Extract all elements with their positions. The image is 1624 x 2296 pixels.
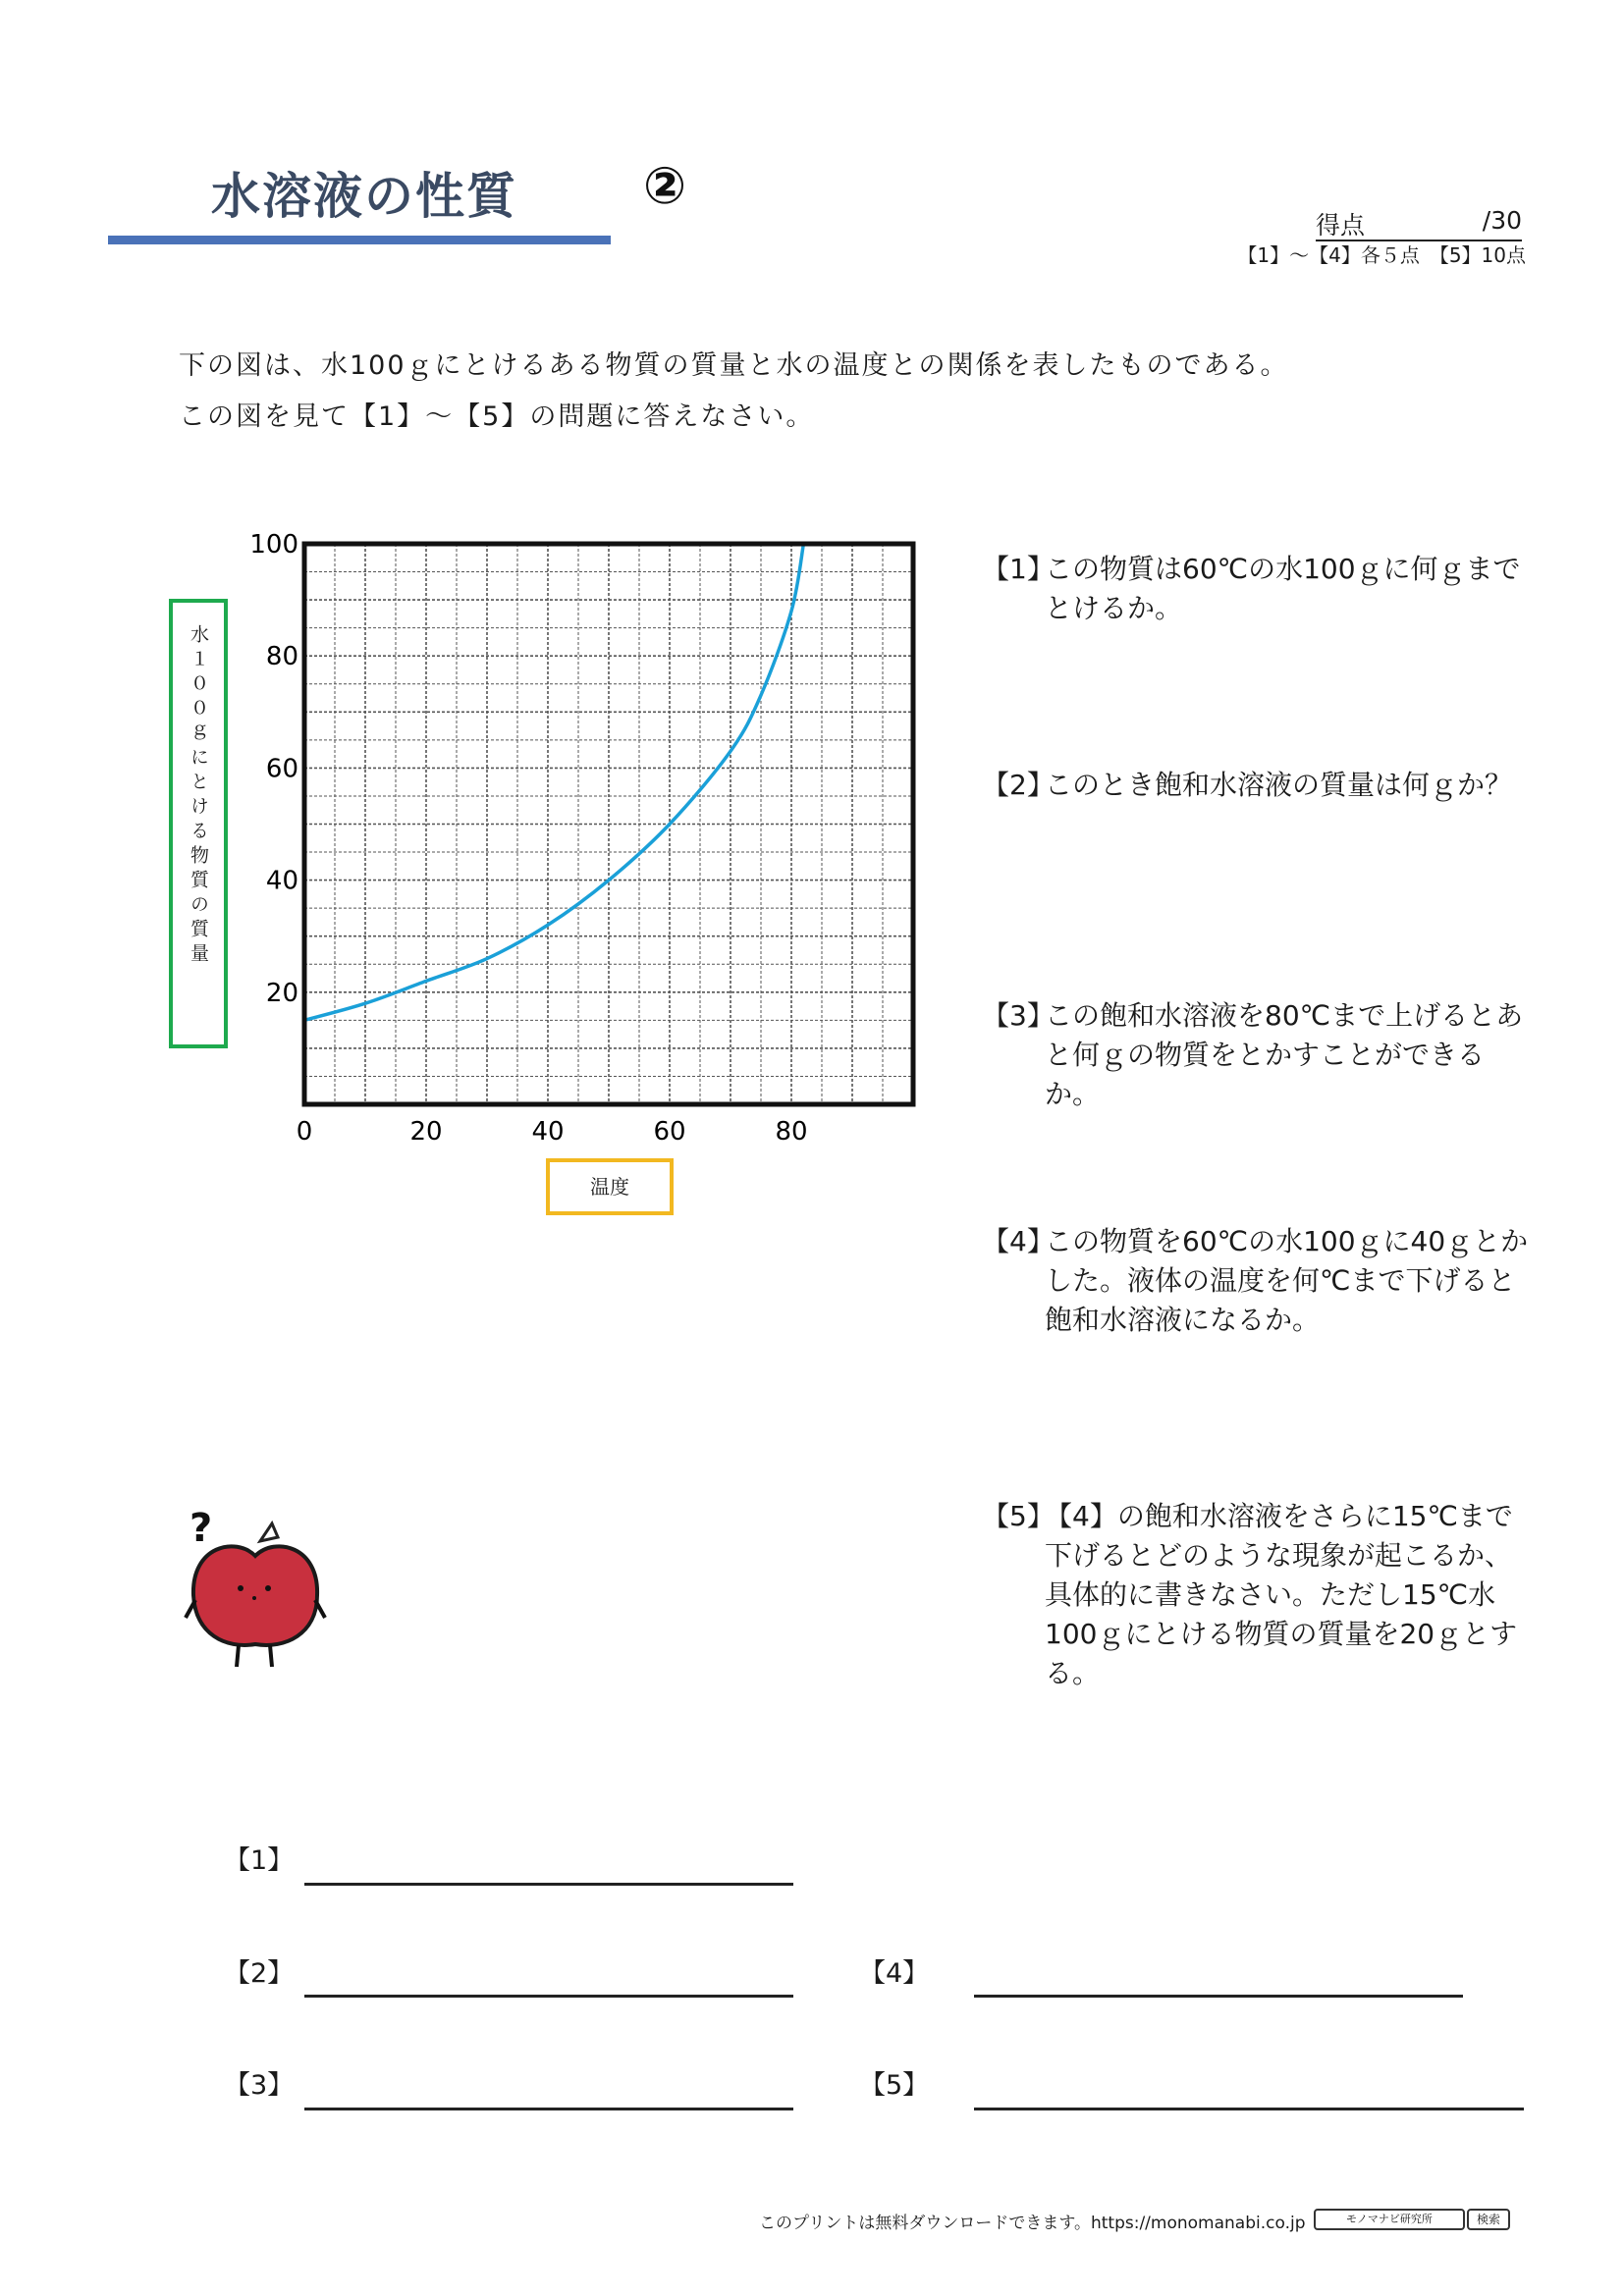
question-3-num: 【3】 — [982, 999, 1055, 1032]
y-tick-label: 80 — [265, 642, 298, 672]
y-tick-label: 60 — [265, 754, 298, 784]
answer-label-2: 【2】 — [224, 1958, 295, 1989]
answer-label-1: 【1】 — [224, 1845, 295, 1876]
x-tick-label: 60 — [653, 1117, 686, 1147]
page-title: 水溶液の性質 — [211, 168, 517, 225]
answer-line-1[interactable] — [304, 1883, 793, 1886]
question-5 — [982, 1497, 1532, 1693]
solubility-chart — [157, 520, 943, 1148]
y-axis-label: 水１００ｇにとける物質の質量 — [188, 624, 209, 968]
question-1 — [982, 550, 1532, 628]
score-box — [1316, 206, 1522, 241]
footer-text: このプリントは無料ダウンロードできます。https://monomanabi.co.jp — [759, 2214, 1306, 2233]
question-1-text: この物質は60℃の水100ｇに何ｇまでとけるか。 — [1045, 553, 1521, 624]
answer-label-3: 【3】 — [224, 2070, 295, 2101]
answer-label-4: 【4】 — [859, 1958, 930, 1989]
worksheet-number: ② — [643, 157, 687, 216]
score-max: /30 — [1482, 206, 1522, 235]
x-tick-label: 40 — [531, 1117, 565, 1147]
y-tick-label: 100 — [249, 530, 298, 560]
solubility-curve-path — [304, 544, 803, 1020]
question-3 — [982, 996, 1532, 1114]
question-2 — [982, 766, 1532, 805]
footer-badge-brand: モノマナビ研究所 — [1314, 2209, 1465, 2230]
intro-line-2: この図を見て【1】～【5】の問題に答えなさい。 — [179, 401, 815, 432]
answer-line-3[interactable] — [304, 2108, 793, 2110]
points-note: 【1】～【4】各５点 【5】10点 — [1237, 243, 1526, 267]
question-4-num: 【4】 — [982, 1225, 1055, 1257]
score-label: 得点 — [1316, 211, 1366, 240]
y-tick-label: 40 — [265, 866, 298, 896]
question-5-num: 【5】 — [982, 1500, 1055, 1532]
answer-line-4[interactable] — [974, 1995, 1463, 1998]
chart-ticks — [249, 530, 807, 1147]
footer-search-button[interactable]: 検索 — [1467, 2209, 1510, 2230]
answer-line-2[interactable] — [304, 1995, 793, 1998]
x-tick-label: 0 — [296, 1117, 313, 1147]
x-axis-label: 温度 — [590, 1175, 629, 1199]
answer-label-5: 【5】 — [859, 2070, 930, 2101]
answer-line-5[interactable] — [974, 2108, 1524, 2110]
y-tick-label: 20 — [265, 978, 298, 1008]
intro-line-1: 下の図は、水100ｇにとけるある物質の質量と水の温度との関係を表したものである。 — [179, 350, 1289, 381]
y-axis-label-box — [169, 599, 228, 1048]
question-1-num: 【1】 — [982, 553, 1055, 585]
question-4 — [982, 1222, 1532, 1340]
question-3-text: この飽和水溶液を80℃まで上げるとあと何ｇの物質をとかすことができるか。 — [1045, 999, 1524, 1110]
title-underline — [108, 236, 611, 244]
chart-grid — [304, 544, 913, 1104]
question-2-num: 【2】 — [982, 769, 1055, 801]
question-5-text: 【4】の飽和水溶液をさらに15℃まで下げるとどのような現象が起こるか、具体的に書きなさい。ただし15℃水100ｇにとける物質の質量を20ｇとする。 — [1045, 1500, 1518, 1689]
apple-mascot-icon — [182, 1502, 329, 1679]
x-tick-label: 80 — [775, 1117, 808, 1147]
x-axis-label-box — [546, 1158, 674, 1215]
question-4-text: この物質を60℃の水100ｇに40ｇとかした。液体の温度を何℃まで下げると飽和水溶液になるか。 — [1045, 1225, 1529, 1336]
svg-text:?: ? — [189, 1506, 213, 1551]
question-2-text: このとき飽和水溶液の質量は何ｇか？ — [1045, 769, 1513, 801]
x-tick-label: 20 — [409, 1117, 443, 1147]
